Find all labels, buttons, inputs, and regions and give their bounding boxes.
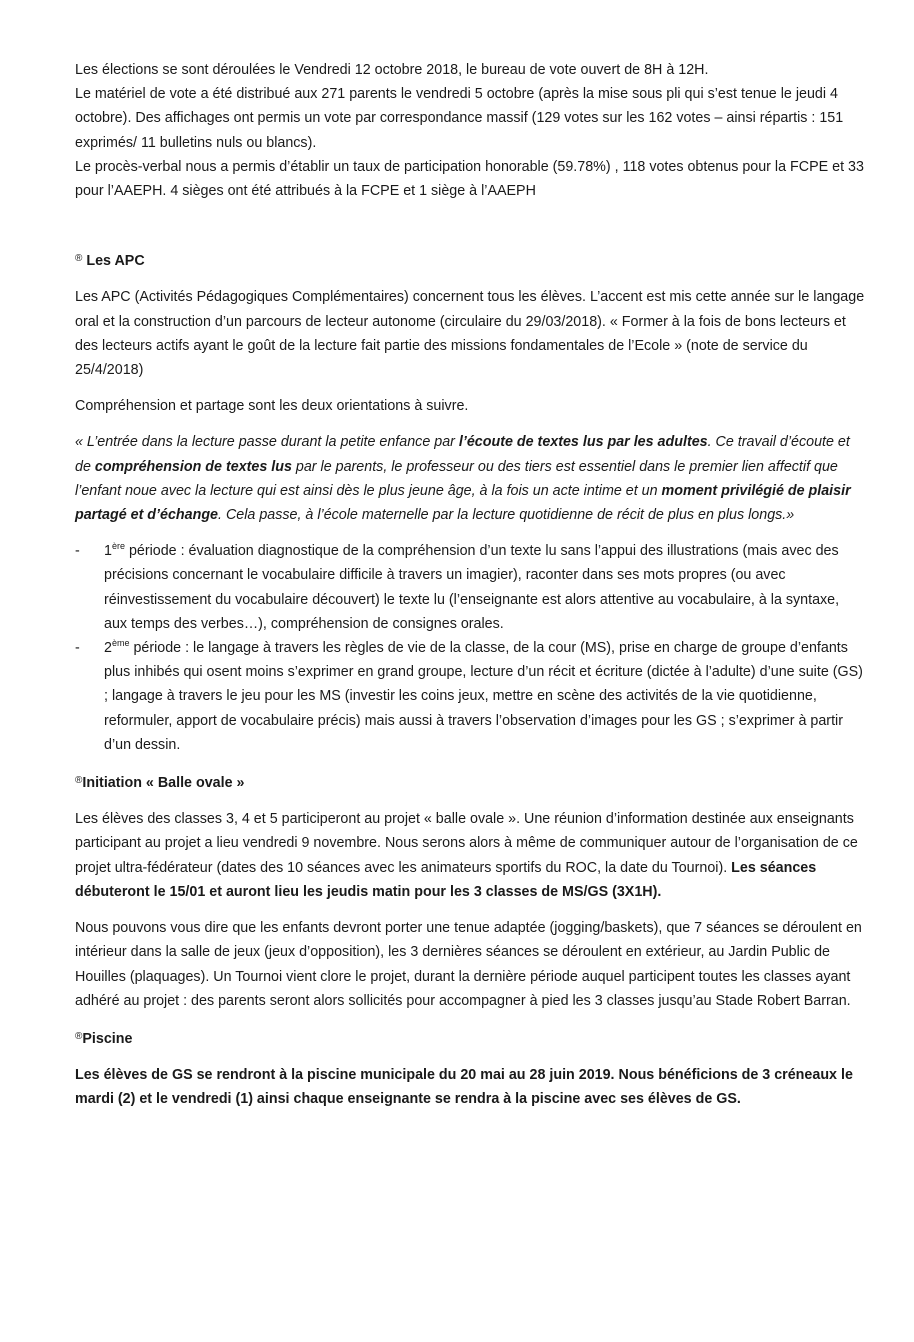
period-ordinal: ère <box>111 541 125 552</box>
apc-section <box>75 247 865 757</box>
apc-heading <box>75 247 865 273</box>
piscine-paragraph: Les élèves de GS se rendront à la piscine municipale du 20 mai au 28 juin 2019. Nous bénéficions de 3 créneaux le mardi (2) et le vendredi (1) ainsi chaque enseignante se rendra à la piscine avec ses élèves de GS. <box>75 1067 853 1108</box>
registered-symbol: ® <box>75 1030 83 1042</box>
piscine-heading <box>75 1025 865 1051</box>
quote-text-1: « L’entrée dans la lecture passe durant la petite enfance par <box>75 434 459 451</box>
quote-text-3: par le parents, le professeur ou des tiers est essentiel dans le premier lien affectif que l’enfant noue avec la lecture qui est ainsi dès le plus jeune âge, à la fois un acte intime et un <box>75 458 838 499</box>
list-item <box>75 636 865 757</box>
dash-bullet: - <box>75 640 80 657</box>
elections-paragraph-1: Les élections se sont déroulées le Vendredi 12 octobre 2018, le bureau de vote ouvert de 8H à 12H. <box>75 62 709 78</box>
apc-paragraph-1: Les APC (Activités Pédagogiques Complémentaires) concernent tous les élèves. L’accent est mis cette année sur le langage oral et la construction d’un parcours de lecteur autonome (circulaire du 29/03/2018). « Former à la fois de bons lecteurs et des lecteurs actifs ayant le goût de la lecture fait partie des missions fondamentales de l’Ecole » (note de service du 25/4/2018) <box>75 289 865 379</box>
balle-ovale-heading-text: Initiation « Balle ovale » <box>82 775 245 792</box>
quote-text-2: . Ce travail d’écoute et de <box>75 434 850 475</box>
apc-heading-text: Les APC <box>86 253 145 270</box>
elections-paragraph-2: Le matériel de vote a été distribué aux 271 parents le vendredi 5 octobre (après la mise sous pli qui s’est tenue le jeudi 4 octobre). Des affichages ont permis un vote par correspondance massif (129 votes sur les 162 votes – ainsi répartis : 151 exprimés/ 11 bulletins nuls ou blancs). <box>75 86 844 151</box>
period-description: période : le langage à travers les règles de vie de la classe, de la cour (MS), prise en charge de groupe d’enfants plus inhibés qui osent moins s’exprimer en grand groupe, lecture d’un récit et écriture (dictée à l’adulte) d’une suite (GS) ; langage à travers le jeu pour les MS (investir les coins jeux, mettre en scène des activités de la vie quotidienne, reformuler, apport de vocabulaire précis) mais aussi à travers l’observation d’images pour les GS ; s’exprimer à partir d’un dessin. <box>104 640 863 753</box>
piscine-section <box>75 1025 865 1112</box>
list-item <box>75 539 865 636</box>
piscine-heading-text: Piscine <box>82 1030 133 1047</box>
quote-text-4: . Cela passe, à l’école maternelle par la lecture quotidienne de récit de plus en plus longs.» <box>218 507 795 524</box>
quote-emphasis-2: compréhension de textes lus <box>94 458 292 475</box>
document-page <box>75 58 865 1112</box>
dash-bullet: - <box>75 543 80 560</box>
registered-symbol: ® <box>75 253 83 265</box>
elections-section <box>75 58 865 203</box>
apc-paragraph-2: Compréhension et partage sont les deux orientations à suivre. <box>75 398 469 415</box>
balle-ovale-emphasis: Les séances débuteront le 15/01 et auront lieu les jeudis matin pour les 3 classes de MS/GS (3X1H). <box>75 859 817 900</box>
quote-emphasis-1: l’écoute de textes lus par les adultes <box>458 434 708 451</box>
balle-ovale-paragraph-1 <box>75 807 865 904</box>
period-description: période : évaluation diagnostique de la compréhension d’un texte lu sans l’appui des illustrations (mais avec des précisions concernant le vocabulaire difficile à travers un imagier), raconter dans ses mots propres (ou avec réinvestissement du vocabulaire découvert) le texte lu (l’enseignante est alors attentive au vocabulaire, à la syntaxe, aux temps des verbes…), compréhension de consignes orales. <box>104 543 840 632</box>
balle-ovale-section <box>75 769 865 1013</box>
balle-ovale-heading <box>75 769 865 795</box>
period-number: 2 <box>104 640 112 657</box>
registered-symbol: ® <box>75 775 83 787</box>
period-number: 1 <box>104 543 112 560</box>
periods-list <box>75 539 865 757</box>
elections-paragraph-3: Le procès-verbal nous a permis d’établir un taux de participation honorable (59.78%) , 118 votes obtenus pour la FCPE et 33 pour l’AAEPH. 4 sièges ont été attribués à la FCPE et 1 siège à l’AAEPH <box>75 158 864 200</box>
apc-quote <box>75 430 865 527</box>
period-ordinal: ème <box>111 638 130 649</box>
quote-emphasis-3: moment privilégié de plaisir partagé et d’échange <box>75 482 851 524</box>
balle-ovale-text: Les élèves des classes 3, 4 et 5 participeront au projet « balle ovale ». Une réunion d’information destinée aux enseignants participant au projet a lieu vendredi 9 novembre. Nous serons alors à même de communiquer autour de l’organisation de ce projet ultra-fédérateur (dates des 10 séances avec les animateurs sportifs du ROC, la date du Tournoi). <box>75 811 858 876</box>
balle-ovale-paragraph-2: Nous pouvons vous dire que les enfants devront porter une tenue adaptée (jogging/baskets), que 7 séances se déroulent en intérieur dans la salle de jeux (jeux d’opposition), les 3 dernières séances se déroulent en extérieur, au Jardin Public de Houilles (plaquages). Un Tournoi vient clore le projet, durant la dernière période auquel participent toutes les classes ayant adhéré au projet : des parents seront alors sollicités pour accompagner à pied les 3 classes jusqu’au Stade Robert Barran. <box>75 920 862 1009</box>
